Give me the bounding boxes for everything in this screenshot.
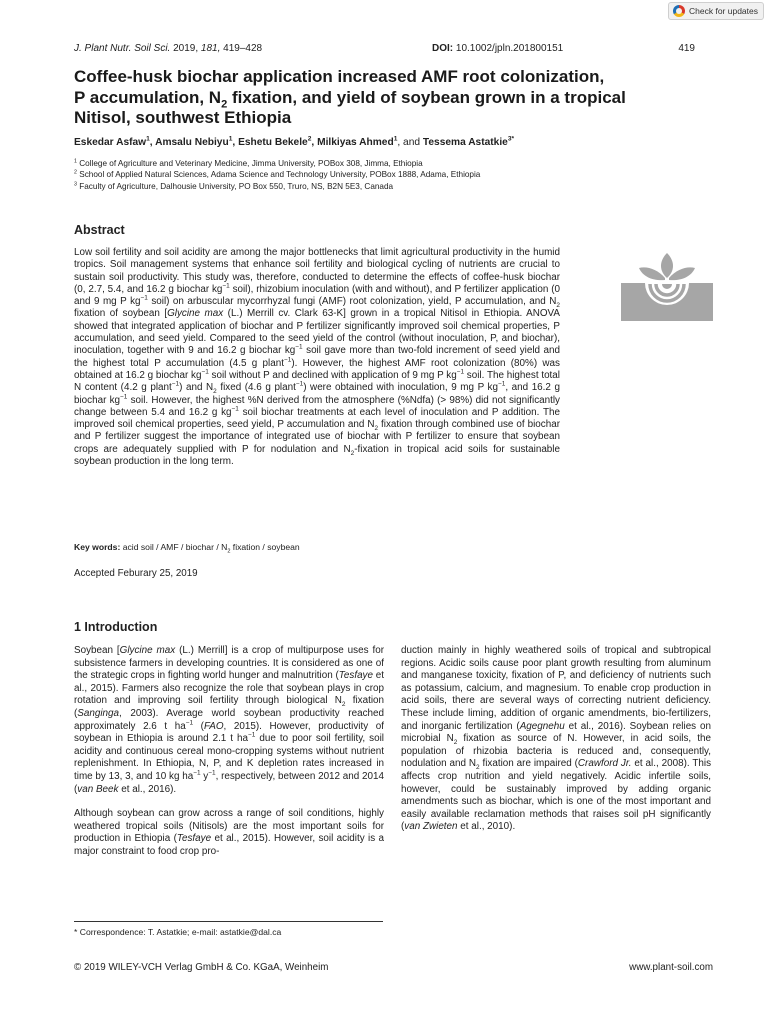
author-name: Eshetu Bekele (238, 137, 308, 148)
affiliation: $^3$ Faculty of Agriculture, Dalhousie University, PO Box 550, Truro, NS, B2N 5E3, Canada (74, 180, 394, 191)
title-line-2: P accumulation, $N_2$ fixation, and yield of soybean grown in a tropical (74, 87, 626, 110)
introduction-left-column (74, 645, 384, 871)
abstract-heading: Abstract (74, 223, 125, 237)
title-line-3: Nitisol, southwest Ethiopia (74, 108, 292, 127)
abstract-text: Low soil fertility and soil acidity are among the major bottlenecks that limit agricultural productivity in the humid tropics. Soil management systems that enhance soil fertility and biological cycling of nutrients are crucial to sustain soil productivity. This study was, therefore, conducted to determine the effects of coffee-husk biochar (0, 2.7, 5.4, and 16.2 g biochar $kg^{-1}$ soil), rhizobium inoculation (with and without), and P fertilizer application (0 and 9 mg P $kg^{-1}$ soil) on arbuscular mycorrhyzal fungi (AMF) root colonization, yield, P accumulation, and $N_2$ fixation of soybean [Glycine max (L.) Merrill cv. Clark 63-K] grown in a tropical Nitisol in Ethiopia. ANOVA showed that integrated application of biochar and P fertilizer significantly improved soil chemical properties, P accumulation, and seed yield. Compared to the seed yield of the control (without inoculation, P, and biochar), inoculation, together with 9 and 16.2 g biochar $kg^{-1}$ soil gave more than two-fold increment of seed yield and the highest total P accumulation (4.5 g plant$^{-1}$). However, the highest AMF root colonization (80%) was obtained at 16.2 g biochar $kg^{-1}$ soil without P and declined with application of 9 mg P $kg^{-1}$ soil. The highest total N content (4.2 g plant$^{-1}$) and $N_2$ fixed (4.6 g plant$^{-1}$) were obtained with inoculation, 9 mg P $kg^{-1}$, and 16.2 g biochar $kg^{-1}$ soil. However, the highest %N derived from the atmosphere (%Ndfa) (> 98%) did not significantly change between 5.4 and 16.2 g $kg^{-1}$ soil biochar treatments at each level of inoculation and P addition. The improved soil chemical properties, seed yield, P accumulation and $N_2$ fixation through combined use of biochar and P fertilizer suggest the importance of integrated use of biochar with P fertilizer to ensure that soybean crops are adequately supplied with P for nodulation and $N_2$-fixation in tropical acid soils for sustainable soybean production in the long term. (74, 247, 560, 468)
doi[interactable] (432, 43, 563, 54)
footnote-divider (74, 921, 383, 922)
correspondence-footnote: * Correspondence: T. Astatkie; e-mail: astatkie@dal.ca (74, 927, 282, 937)
author-name: Milkiyas Ahmed (317, 137, 394, 148)
check-for-updates-button[interactable] (668, 2, 764, 20)
accepted-date: Accepted Feburary 25, 2019 (74, 568, 198, 579)
check-for-updates-icon (673, 5, 685, 17)
keywords: Key words: acid soil / AMF / biochar / $N_2$ fixation / soybean (74, 542, 300, 555)
website-link[interactable]: www.plant-soil.com (629, 962, 713, 973)
title-line-1: Coffee-husk biochar application increased AMF root colonization, (74, 67, 605, 86)
journal-year: 2019, (173, 43, 199, 54)
introduction-heading: 1 Introduction (74, 620, 158, 634)
journal-pages: 419–428 (223, 43, 263, 54)
introduction-right-column (401, 645, 711, 846)
keywords-label: Key words: (74, 542, 121, 552)
affiliations (74, 158, 480, 192)
affiliation: $^1$ College of Agriculture and Veterinary Medicine, Jimma University, POBox 308, Jimma, Ethiopia (74, 158, 423, 168)
paragraph: Soybean [Glycine max (L.) Merrill] is a crop of multipurpose uses for subsistence farmers in developing countries. It is considered as one of the strategic crops in fighting world hunger and malnutrition (Tesfaye et al., 2015). Farmers also recognize the role that soybean plays in crop rotation and improving soil fertility through biological $N_2$ fixation (Sanginga, 2003). Average world soybean productivity reached approximately 2.6 t $ha^{-1}$ (FAO, 2015). However, productivity of soybean in Ethiopia is around 2.1 t $ha^{-1}$ due to poor soil fertility, soil acidity and continuous cereal mono-cropping systems without nutrient replenishment. In Ethiopia, N, P, and K depletion rates increased in time by 13, 3, and 10 kg $ha^{-1}$ $y^{-1}$, respectively, between 2012 and 2014 (van Beek et al., 2016). (74, 645, 384, 795)
page-number: 419 (678, 43, 695, 54)
author-list: Eskedar Asfaw$^1$, Amsalu Nebiyu$^1$, Eshetu Bekele$^2$, Milkiyas Ahmed$^1$, and Tessema Astatkie$^{3*}$ (74, 135, 515, 148)
paragraph: duction mainly in highly weathered soils of tropical and subtropical regions. Acidic soils cause poor plant growth resulting from aluminum and manganese toxicity, fixation of P, and deficiency of nutrients such as potassium, calcium, and magnesium. To enable crop production in acid soils, there are several ways of correcting nutrient deficiency. These include liming, addition of organic amendments, bio-fertilizers, and inorganic fertilization (Agegnehu et al., 2016). Soybean relies on microbial $N_2$ fixation as source of N. However, in acid soils, the population of rhizobia bacteria is reduced and, consequently, nodulation and $N_2$ fixation are impaired (Crawford Jr. et al., 2008). This affects crop nutrition and yield negatively. Acidic infertile soils, however, could be sustainably improved by adding organic amendments such as biochar, which is one of the most important and easily available reclamation methods that raises soil pH significantly (van Zwieten et al., 2010). (401, 645, 712, 833)
journal-citation (74, 43, 262, 54)
affiliation: $^2$ School of Applied Natural Sciences, Adama Science and Technology University, POBox 1888, Adama, Ethiopia (74, 169, 481, 180)
author-name: Amsalu Nebiyu (155, 137, 229, 148)
article-title (74, 67, 674, 129)
copyright: © 2019 WILEY-VCH Verlag GmbH & Co. KGaA, Weinheim (74, 962, 329, 973)
plant-soil-logo (621, 251, 713, 321)
author-name: Eskedar Asfaw (74, 137, 147, 148)
doi-label: DOI: (432, 43, 454, 54)
journal-volume: 181, (200, 43, 221, 54)
journal-name: J. Plant Nutr. Soil Sci. (74, 43, 171, 54)
check-for-updates-label: Check for updates (689, 6, 758, 16)
doi-value[interactable]: 10.1002/jpln.201800151 (455, 43, 564, 54)
author-name: Tessema Astatkie (422, 137, 508, 148)
paragraph: Although soybean can grow across a range of soil conditions, highly weathered tropical soils (Nitisols) are the most important soils for production in Ethiopia (Tesfaye et al., 2015). However, soil acidity is a major constraint to food crop pro- (74, 808, 385, 857)
